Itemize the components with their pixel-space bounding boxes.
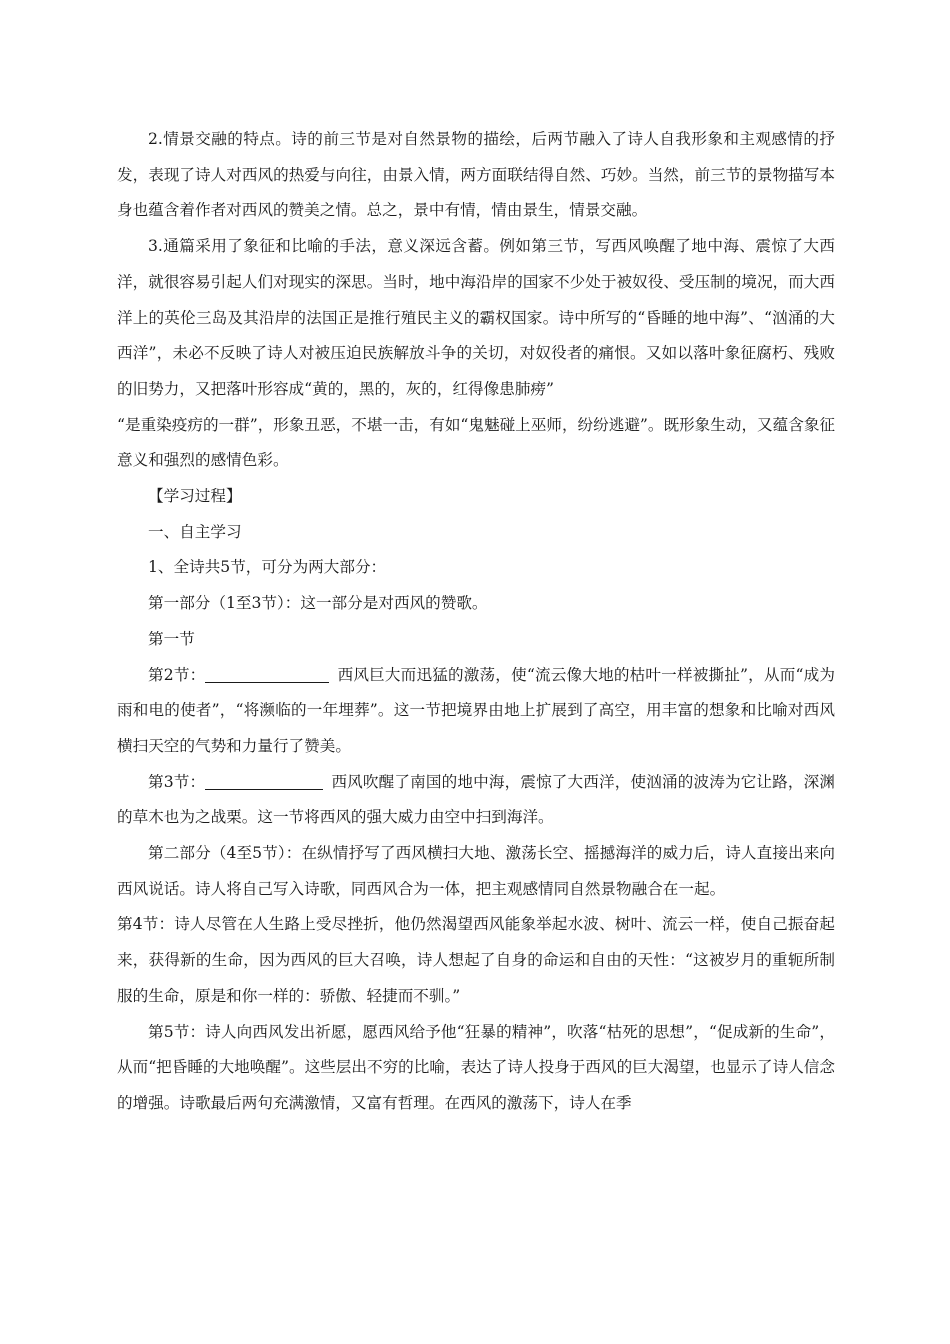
section-two-text: 西风巨大而迅猛的激荡，使“流云像大地的枯叶一样被撕扯”，从而“成为雨和电的使者”，“将濒临的一年埋葬”。这一节把境界由地上扩展到了高空，用丰富的想象和比喻对西风横扫天空的气势和力量行了赞美。 — [117, 665, 836, 755]
paragraph-blending-scene-emotion: 2.情景交融的特点。诗的前三节是对自然景物的描绘，后两节融入了诗人自我形象和主观感情的抒发，表现了诗人对西风的热爱与向往，由景入情，两方面联结得自然、巧妙。当然，前三节的景物描写本身也蕴含着作者对西风的赞美之情。总之，景中有情，情由景生，情景交融。 — [117, 130, 835, 220]
section-three-paragraph — [117, 765, 835, 836]
fill-in-blank-section-two[interactable] — [205, 665, 329, 682]
paragraph-symbolism: 3.通篇采用了象征和比喻的手法，意义深远含蓄。例如第三节，写西风唤醒了地中海、震惊了大西洋，就很容易引起人们对现实的深思。当时，地中海沿岸的国家不少处于被奴役、受压制的境况，而大西洋上的英伦三岛及其沿岸的法国正是推行殖民主义的霸权国家。诗中所写的“昏睡的地中海”、“汹涌的大西洋”，未必不反映了诗人对被压迫民族解放斗争的关切，对奴役者的痛恨。又如以落叶象征腐朽、残败的旧势力，又把落叶形容成“黄的，黑的，灰的，红得像患肺痨” — [117, 237, 835, 398]
section-four-paragraph: 第4节：诗人尽管在人生路上受尽挫折，他仍然渴望西风能象举起水波、树叶、流云一样，使自己振奋起来，获得新的生命，因为西风的巨大召唤，诗人想起了自身的命运和自由的天性：“这被岁月的重轭所制服的生命，原是和你一样的：骄傲、轻捷而不驯。” — [117, 915, 836, 1005]
section-one-label: 第一节 — [148, 629, 195, 648]
item-poem-structure: 1、全诗共5节，可分为两大部分： — [148, 558, 387, 577]
heading-learning-process: 【学习过程】 — [148, 487, 242, 506]
heading-self-study: 一、自主学习 — [148, 522, 242, 541]
section-three-label: 第3节： — [148, 772, 206, 791]
document-body — [117, 122, 835, 1122]
paragraph-symbolism-continued: “是重染疫疠的一群”，形象丑恶，不堪一击，有如“鬼魅碰上巫师，纷纷逃避”。既形象生动，又蕴含象征意义和强烈的感情色彩。 — [117, 415, 836, 470]
fill-in-blank-section-three[interactable] — [205, 772, 323, 789]
section-two-paragraph — [117, 658, 835, 765]
section-five-paragraph: 第5节：诗人向西风发出祈愿，愿西风给予他“狂暴的精神”，吹落“枯死的思想”，“促成新的生命”，从而“把昏睡的大地唤醒”。这些层出不穷的比喻，表达了诗人投身于西风的巨大渴望，也显示了诗人信念的增强。诗歌最后两句充满激情，又富有哲理。在西风的激荡下，诗人在季 — [117, 1022, 835, 1112]
part-two-summary: 第二部分（4至5节）：在纵情抒写了西风横扫大地、激荡长空、摇撼海洋的威力后，诗人直接出来向西风说话。诗人将自己写入诗歌，同西风合为一体，把主观感情同自然景物融合在一起。 — [117, 844, 835, 898]
section-two-label: 第2节： — [148, 665, 206, 684]
section-three-text: 西风吹醒了南国的地中海，震惊了大西洋，使汹涌的波涛为它让路，深渊的草木也为之战栗。这一节将西风的强大威力由空中扫到海洋。 — [117, 772, 835, 827]
part-one-summary: 第一部分（1至3节）：这一部分是对西风的赞歌。 — [148, 594, 488, 613]
